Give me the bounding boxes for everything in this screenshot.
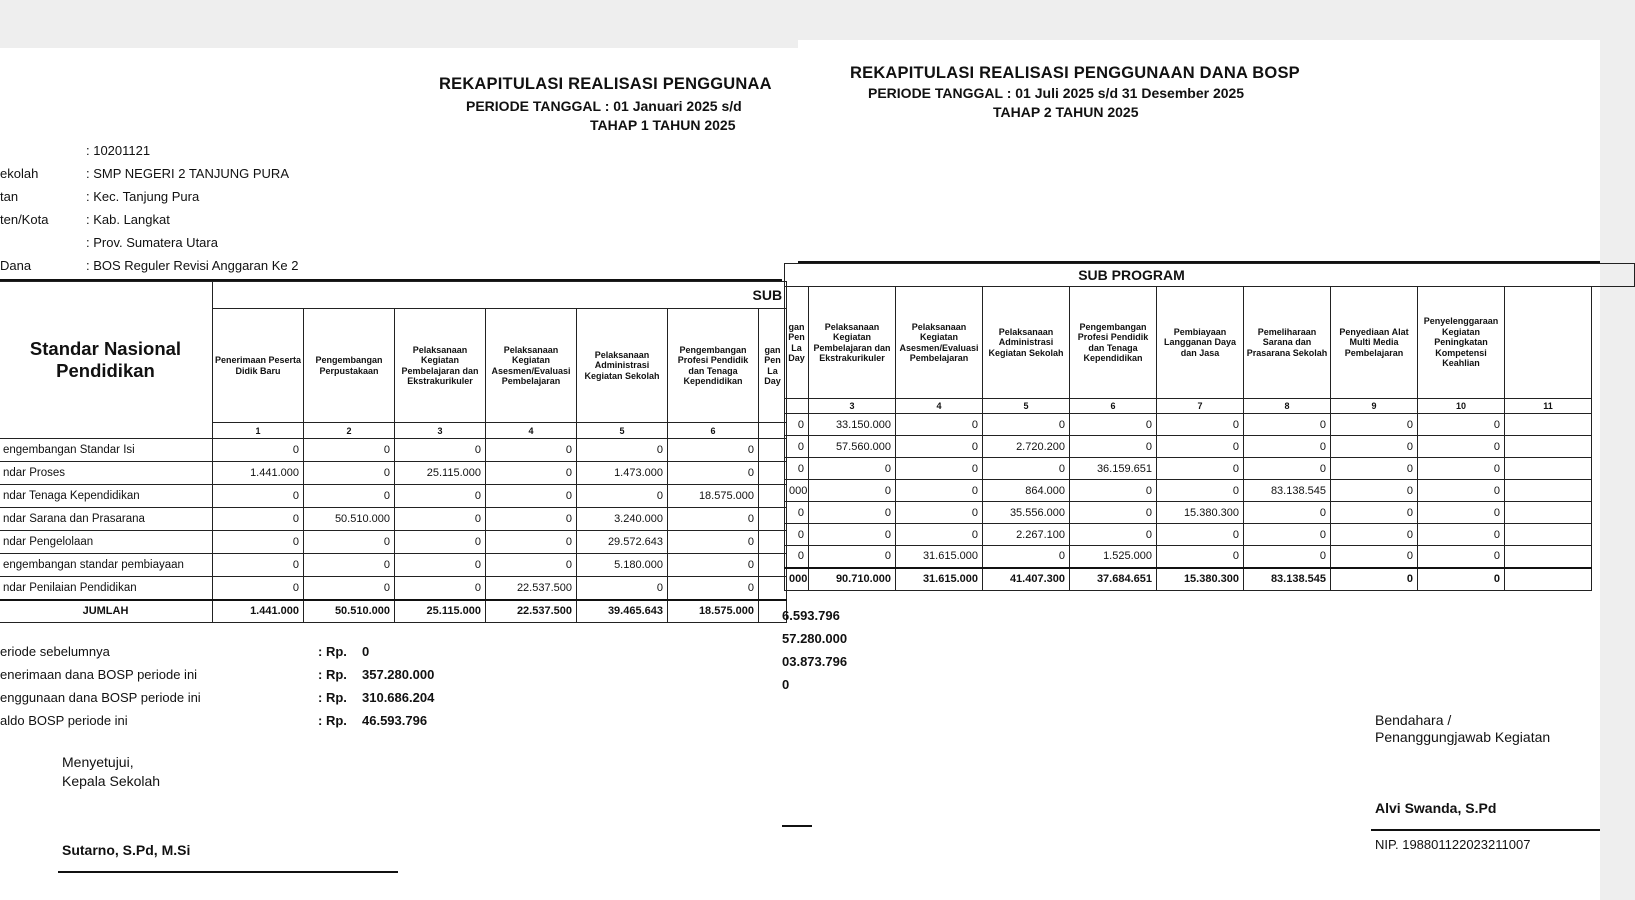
amount-cell: 0 [809, 524, 896, 546]
amount-cell: 0 [896, 502, 983, 524]
left-report-period: PERIODE TANGGAL : 01 Januari 2025 s/d [466, 98, 742, 114]
amount-cell: 35.556.000 [983, 502, 1070, 524]
amount-cell: 0 [1244, 524, 1331, 546]
amount-cell: 0 [486, 554, 577, 577]
amount-cell: 0 [809, 546, 896, 568]
amount-cell [759, 577, 787, 600]
right-report-stage: TAHAP 2 TAHUN 2025 [993, 104, 1139, 120]
amount-cell: 0 [1070, 436, 1157, 458]
table-row [785, 546, 1635, 568]
summary-currency: : Rp. [318, 667, 347, 682]
amount-cell: 0 [896, 524, 983, 546]
amount-cell: 22.537.500 [486, 577, 577, 600]
header-row [0, 282, 787, 309]
amount-cell: 83.138.545 [1244, 480, 1331, 502]
amount-cell: 0 [1244, 414, 1331, 436]
amount-cell: 0 [395, 485, 486, 508]
amount-cell: 0 [395, 577, 486, 600]
amount-cell: 0 [896, 414, 983, 436]
sub-program-header: SUB PROGRAM [785, 264, 1635, 287]
amount-cell [759, 508, 787, 531]
table-row [0, 439, 787, 462]
column-number: 7 [1157, 399, 1244, 414]
amount-cell: 3.240.000 [577, 508, 668, 531]
amount-cell: 5.180.000 [577, 554, 668, 577]
amount-cell: 0 [213, 577, 304, 600]
amount-cell: 0 [668, 462, 759, 485]
amount-cell: 57.560.000 [809, 436, 896, 458]
table-row [0, 508, 787, 531]
summary-currency: : Rp. [318, 644, 347, 659]
amount-cell: 0 [1331, 546, 1418, 568]
summary-label: enggunaan dana BOSP periode ini [0, 690, 201, 705]
column-header: Pemeliharaan Sarana dan Prasarana Sekolah [1244, 287, 1331, 399]
column-number: 4 [896, 399, 983, 414]
amount-cell: 15.380.300 [1157, 502, 1244, 524]
table-row [0, 554, 787, 577]
column-header: Penyediaan Alat Multi Media Pembelajaran [1331, 287, 1418, 399]
right-recap-table [784, 263, 1635, 591]
amount-cell: 0 [1331, 480, 1418, 502]
amount-cell: 0 [785, 524, 809, 546]
info-value: : SMP NEGERI 2 TANJUNG PURA [86, 166, 289, 181]
amount-cell: 50.510.000 [304, 508, 395, 531]
amount-cell: 0 [486, 485, 577, 508]
column-number-row [785, 399, 1635, 414]
summary-value: 357.280.000 [362, 667, 435, 682]
treasurer-name: Alvi Swanda, S.Pd [1375, 800, 1497, 816]
principal-signature-line [58, 871, 398, 873]
standard-label: engembangan Standar Isi [0, 439, 213, 462]
amount-cell: 0 [983, 414, 1070, 436]
column-header: Pelaksanaan Kegiatan Asesmen/Evaluasi Pembelajaran [486, 309, 577, 423]
column-header: Pelaksanaan Administrasi Kegiatan Sekolah [577, 309, 668, 423]
amount-cell: 0 [486, 462, 577, 485]
standard-label: ndar Pengelolaan [0, 531, 213, 554]
info-value: : Prov. Sumatera Utara [86, 235, 218, 250]
amount-cell: 0 [785, 502, 809, 524]
table-row [0, 577, 787, 600]
amount-cell: 0 [785, 546, 809, 568]
column-header: Pengembangan Profesi Pendidik dan Tenaga Kependidikan [668, 309, 759, 423]
column-header: Pengembangan Profesi Pendidik dan Tenaga Kependidikan [1070, 287, 1157, 399]
info-value: : Kec. Tanjung Pura [86, 189, 200, 204]
summary-value: 310.686.204 [362, 690, 435, 705]
amount-cell: 0 [1418, 436, 1505, 458]
left-report-stage: TAHAP 1 TAHUN 2025 [590, 117, 736, 133]
principal-title: Kepala Sekolah [62, 773, 161, 789]
summary-label: eriode sebelumnya [0, 644, 110, 659]
amount-cell: 18.575.000 [668, 485, 759, 508]
total-label: JUMLAH [0, 600, 213, 623]
amount-cell: 0 [304, 439, 395, 462]
left-document-page [0, 48, 800, 900]
amount-cell: 0 [304, 462, 395, 485]
summary-value: 6.593.796 [782, 608, 840, 623]
amount-cell: 0 [1157, 524, 1244, 546]
amount-cell: 0 [785, 414, 809, 436]
column-header: Penyelenggaraan Kegiatan Peningkatan Kompetensi Keahlian [1418, 287, 1505, 399]
amount-cell: 0 [809, 502, 896, 524]
standard-label: ndar Sarana dan Prasarana [0, 508, 213, 531]
amount-cell: 2.267.100 [983, 524, 1070, 546]
amount-cell: 0 [395, 439, 486, 462]
column-number: 3 [395, 423, 486, 439]
amount-cell: 0 [668, 508, 759, 531]
summary-label: enerimaan dana BOSP periode ini [0, 667, 198, 682]
amount-cell: 0 [809, 458, 896, 480]
table-row [785, 458, 1635, 480]
amount-cell: 0 [896, 480, 983, 502]
amount-cell: 0 [395, 554, 486, 577]
total-amount: 83.138.545 [1244, 568, 1331, 591]
total-amount: 90.710.000 [809, 568, 896, 591]
amount-cell: 0 [304, 554, 395, 577]
amount-cell: 25.115.000 [395, 462, 486, 485]
amount-cell [759, 462, 787, 485]
column-number: 6 [1070, 399, 1157, 414]
header-row [785, 264, 1635, 287]
info-value: : 10201121 [86, 143, 151, 158]
amount-cell: 0 [486, 531, 577, 554]
treasurer-nip: NIP. 198801122023211007 [1375, 837, 1531, 852]
right-document-page [782, 40, 1600, 900]
amount-cell: 0 [1070, 524, 1157, 546]
amount-cell: 2.720.200 [983, 436, 1070, 458]
amount-cell: 0 [668, 577, 759, 600]
treasurer-label: Bendahara / [1375, 712, 1452, 728]
amount-cell: 0 [1157, 546, 1244, 568]
column-header: Pelaksanaan Administrasi Kegiatan Sekolah [983, 287, 1070, 399]
amount-cell [1505, 524, 1592, 546]
amount-cell: 36.159.651 [1070, 458, 1157, 480]
amount-cell: 0 [1331, 414, 1418, 436]
total-amount: 22.537.500 [486, 600, 577, 623]
amount-cell: 0 [1331, 436, 1418, 458]
info-label: ten/Kota [0, 212, 49, 227]
amount-cell: 0 [1157, 480, 1244, 502]
amount-cell: 0 [1418, 414, 1505, 436]
amount-cell: 31.615.000 [896, 546, 983, 568]
amount-cell [1505, 546, 1592, 568]
summary-label: aldo BOSP periode ini [0, 713, 128, 728]
column-number [785, 399, 809, 414]
amount-cell: 0 [1157, 414, 1244, 436]
info-value: : Kab. Langkat [86, 212, 170, 227]
summary-value: 0 [362, 644, 370, 659]
summary-value: 0 [782, 677, 790, 692]
total-amount: 000 [785, 568, 809, 591]
amount-cell: 0 [1331, 524, 1418, 546]
column-number: 5 [983, 399, 1070, 414]
amount-cell: 0 [577, 485, 668, 508]
table-row [0, 531, 787, 554]
amount-cell: 0 [1331, 502, 1418, 524]
amount-cell: 0 [896, 458, 983, 480]
summary-currency: : Rp. [318, 690, 347, 705]
column-header: Pelaksanaan Kegiatan Pembelajaran dan Ekstrakurikuler [809, 287, 896, 399]
amount-cell: 0 [1070, 502, 1157, 524]
amount-cell: 1.473.000 [577, 462, 668, 485]
left-report-title: REKAPITULASI REALISASI PENGGUNAA [439, 75, 772, 93]
column-number: 5 [577, 423, 668, 439]
column-header: Pelaksanaan Kegiatan Pembelajaran dan Ekstrakurikuler [395, 309, 486, 423]
amount-cell: 0 [1157, 436, 1244, 458]
column-header: Pembiayaan Langganan Daya dan Jasa [1157, 287, 1244, 399]
treasurer-title: Penanggungjawab Kegiatan [1375, 729, 1551, 745]
total-amount: 37.684.651 [1070, 568, 1157, 591]
amount-cell [1505, 480, 1592, 502]
info-value: : BOS Reguler Revisi Anggaran Ke 2 [86, 258, 299, 273]
amount-cell: 0 [1070, 414, 1157, 436]
amount-cell: 0 [668, 554, 759, 577]
table-row [785, 480, 1635, 502]
amount-cell: 0 [983, 546, 1070, 568]
column-header: Pelaksanaan Kegiatan Asesmen/Evaluasi Pembelajaran [896, 287, 983, 399]
right-report-title: REKAPITULASI REALISASI PENGGUNAAN DANA BOSP [850, 64, 1300, 82]
table-row [785, 414, 1635, 436]
amount-cell: 0 [1070, 480, 1157, 502]
amount-cell: 0 [213, 554, 304, 577]
summary-value: 46.593.796 [362, 713, 428, 728]
column-header: gan Pen La Day [785, 287, 809, 399]
total-amount: 15.380.300 [1157, 568, 1244, 591]
amount-cell [759, 439, 787, 462]
amount-cell: 0 [213, 439, 304, 462]
amount-cell: 33.150.000 [809, 414, 896, 436]
amount-cell: 0 [983, 458, 1070, 480]
amount-cell: 0 [395, 508, 486, 531]
total-row [785, 568, 1635, 591]
amount-cell [1505, 502, 1592, 524]
amount-cell: 0 [896, 436, 983, 458]
amount-cell: 0 [1418, 502, 1505, 524]
snp-header: Standar Nasional Pendidikan [0, 282, 213, 439]
summary-value: 03.873.796 [782, 654, 848, 669]
treasurer-signature-line [1371, 829, 1600, 831]
amount-cell [759, 485, 787, 508]
table-row [0, 485, 787, 508]
amount-cell: 0 [1418, 524, 1505, 546]
amount-cell: 0 [213, 485, 304, 508]
amount-cell: 0 [304, 485, 395, 508]
amount-cell [1505, 458, 1592, 480]
total-amount: 0 [1418, 568, 1505, 591]
right-report-period: PERIODE TANGGAL : 01 Juli 2025 s/d 31 Desember 2025 [868, 85, 1245, 101]
amount-cell: 0 [1157, 458, 1244, 480]
column-header: gan Pen La Day [759, 309, 787, 423]
column-number: 9 [1331, 399, 1418, 414]
amount-cell: 0 [577, 439, 668, 462]
amount-cell: 0 [668, 531, 759, 554]
amount-cell [1505, 436, 1592, 458]
amount-cell: 0 [1418, 458, 1505, 480]
total-amount: 0 [1331, 568, 1418, 591]
info-label: Dana [0, 258, 32, 273]
amount-cell: 0 [213, 508, 304, 531]
amount-cell: 864.000 [983, 480, 1070, 502]
standard-label: engembangan standar pembiayaan [0, 554, 213, 577]
amount-cell: 0 [1331, 458, 1418, 480]
amount-cell: 0 [1244, 458, 1331, 480]
amount-cell: 0 [304, 531, 395, 554]
summary-value: 57.280.000 [782, 631, 848, 646]
amount-cell: 0 [577, 577, 668, 600]
amount-cell [759, 531, 787, 554]
column-number: 3 [809, 399, 896, 414]
total-amount: 18.575.000 [668, 600, 759, 623]
column-number: 6 [668, 423, 759, 439]
total-amount: 1.441.000 [213, 600, 304, 623]
total-row [0, 600, 787, 623]
amount-cell: 0 [304, 577, 395, 600]
amount-cell: 0 [785, 436, 809, 458]
amount-cell [759, 554, 787, 577]
table-row [0, 462, 787, 485]
amount-cell: 0 [213, 531, 304, 554]
amount-cell: 0 [1244, 502, 1331, 524]
total-amount: 25.115.000 [395, 600, 486, 623]
column-header: Pengembangan Perpustakaan [304, 309, 395, 423]
column-header [1505, 287, 1592, 399]
total-amount: 39.465.643 [577, 600, 668, 623]
amount-cell: 1.441.000 [213, 462, 304, 485]
column-number [759, 423, 787, 439]
amount-cell: 29.572.643 [577, 531, 668, 554]
amount-cell: 0 [1244, 546, 1331, 568]
total-amount: 31.615.000 [896, 568, 983, 591]
amount-cell: 1.525.000 [1070, 546, 1157, 568]
amount-cell: 0 [395, 531, 486, 554]
principal-name: Sutarno, S.Pd, M.Si [62, 842, 191, 858]
amount-cell: 0 [486, 439, 577, 462]
total-amount: 41.407.300 [983, 568, 1070, 591]
table-row [785, 436, 1635, 458]
amount-cell: 0 [1244, 436, 1331, 458]
amount-cell [1505, 414, 1592, 436]
summary-currency: : Rp. [318, 713, 347, 728]
column-header: Penerimaan Peserta Didik Baru [213, 309, 304, 423]
standard-label: ndar Penilaian Pendidikan [0, 577, 213, 600]
amount-cell: 0 [486, 508, 577, 531]
approval-label: Menyetujui, [62, 754, 134, 770]
table-row [785, 524, 1635, 546]
amount-cell: 000 [785, 480, 809, 502]
column-number: 2 [304, 423, 395, 439]
amount-cell: 0 [1418, 480, 1505, 502]
left-recap-table [0, 281, 787, 623]
standard-label: ndar Tenaga Kependidikan [0, 485, 213, 508]
amount-cell: 0 [1418, 546, 1505, 568]
table-row [785, 502, 1635, 524]
info-label: ekolah [0, 166, 39, 181]
standard-label: ndar Proses [0, 462, 213, 485]
right-stub-line [782, 825, 812, 827]
column-number: 8 [1244, 399, 1331, 414]
sub-program-header: SUB [213, 282, 787, 309]
amount-cell: 0 [668, 439, 759, 462]
amount-cell: 0 [809, 480, 896, 502]
column-number: 10 [1418, 399, 1505, 414]
column-number: 1 [213, 423, 304, 439]
column-number: 4 [486, 423, 577, 439]
total-amount: 50.510.000 [304, 600, 395, 623]
column-number: 11 [1505, 399, 1592, 414]
column-label-row [785, 287, 1635, 399]
info-label: tan [0, 189, 19, 204]
amount-cell: 0 [785, 458, 809, 480]
total-amount [1505, 568, 1592, 591]
